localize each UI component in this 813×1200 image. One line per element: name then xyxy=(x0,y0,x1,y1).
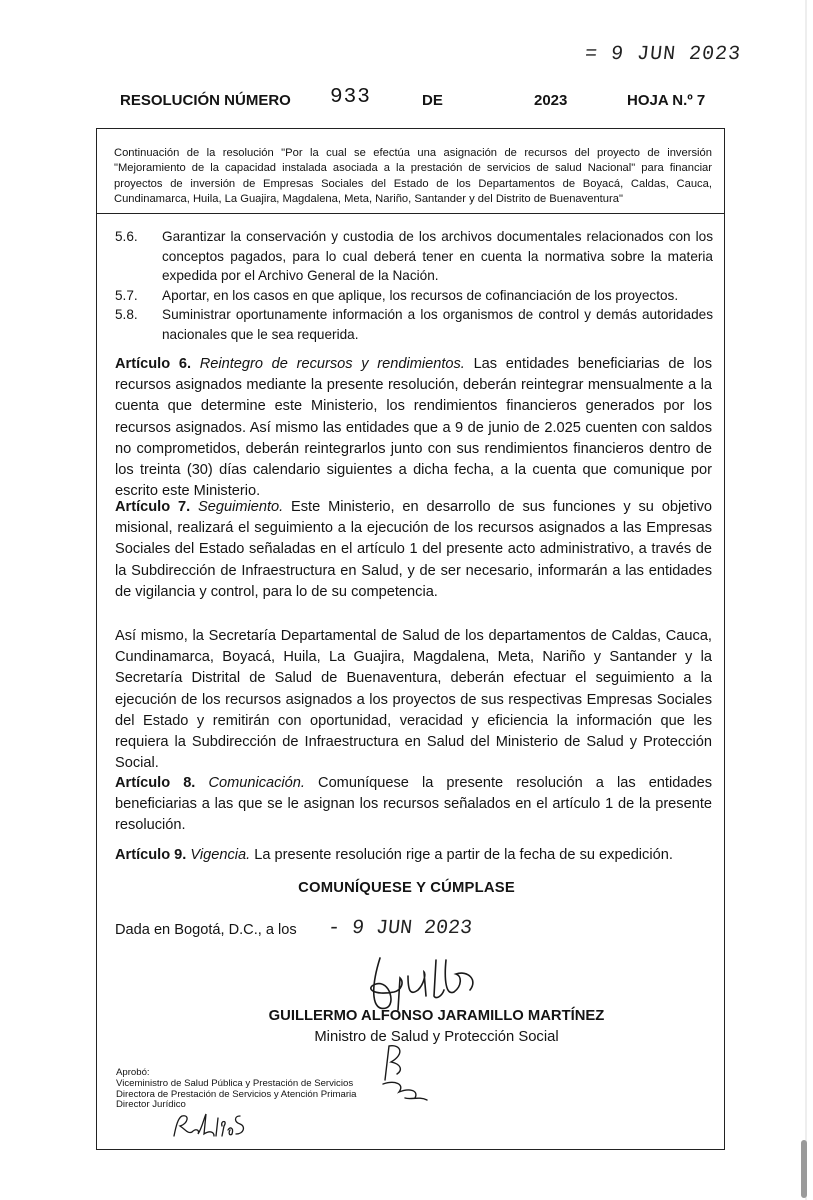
list-item-text: Aportar, en los casos en que aplique, los recursos de cofinanciación de los proyectos. xyxy=(162,287,679,303)
approval-label: Aprobó: xyxy=(116,1067,150,1078)
article-text: Este Ministerio, en desarrollo de sus funciones y su objetivo misional, realizará el seguimiento a la ejecución de los recursos asignados a las Empresas Sociales del Estado señaladas en el artículo 1 del presente acto administrativo, a través de la Subdirección de Infraestructura en Salud, y de ser necesario, informarán a las entidades de vigilancia y control, para lo de su competencia. xyxy=(115,499,713,600)
header-divider xyxy=(96,213,725,214)
article-text: Comuníquese la presente resolución a las entidades beneficiarias a las que se le asignan los recursos señalados en el artículo 1 de la presente resolución. xyxy=(115,775,712,834)
given-date-stamp: - 9 JUN 2023 xyxy=(326,917,474,940)
article-7 xyxy=(115,497,712,603)
article-subtitle: Reintegro de recursos y rendimientos. xyxy=(199,356,465,372)
handwritten-initial-signature xyxy=(170,1108,250,1144)
list-item-key: 5.7. xyxy=(115,287,138,303)
article-title: Artículo 9. xyxy=(115,847,187,863)
approval-initials xyxy=(375,1040,435,1110)
article-title: Artículo 7. xyxy=(115,499,191,515)
list-item xyxy=(115,305,713,344)
article-text: La presente resolución rige a partir de la fecha de su expedición. xyxy=(254,847,673,863)
continuation-text: Continuación de la resolución "Por la cual se efectúa una asignación de recursos del proyecto de inversión "Mejoramiento de la capacidad instalada asociada a la prestación de servicios de salud Nacional" para financiar proyectos de inversión de Empresas Sociales del Estado de los Departamentos de Boyacá, Caldas, Cauca, Cundinamarca, Huila, La Guajira, Magdalena, Meta, Nariño, Santander y del Distrito de Buenaventura" xyxy=(114,147,712,206)
approval-line: Viceministro de Salud Pública y Prestación de Servicios xyxy=(116,1077,354,1089)
approval-line: Director Jurídico xyxy=(116,1099,186,1111)
article-title: Artículo 8. xyxy=(115,775,196,791)
article-subtitle: Comunicación. xyxy=(208,775,305,791)
list-item-key: 5.6. xyxy=(115,229,138,244)
article-7-continuation: Así mismo, la Secretaría Departamental de Salud de los departamentos de Caldas, Cauca, Cundinamarca, Boyacá, Huila, La Guajira, Magdalena, Meta, Nariño y Santander y la Secretaría Distrital de Salud de Buenaventura, deberán efectuar el seguimiento a la ejecución de los recursos asignados a los proyectos de sus respectivas Empresas Sociales del Estado y remitirán con oportunidad, veracidad y eficiencia la información que les requiera la Subdirección de Infraestructura en Salud del Ministerio de Salud y Protección Social. xyxy=(115,628,712,772)
closing-formula: COMUNÍQUESE Y CÚMPLASE xyxy=(298,880,515,896)
list-item-text: Garantizar la conservación y custodia de los archivos documentales relacionados con los conceptos pagados, para lo cual deberá tener en cuenta la normativa sobre la materia expedida por el Archivo General de la Nación. xyxy=(162,229,713,283)
signer-name: GUILLERMO ALFONSO JARAMILLO MARTÍNEZ xyxy=(268,1008,605,1024)
article-8 xyxy=(115,773,712,837)
article-6 xyxy=(115,354,712,502)
numbered-list xyxy=(115,227,713,344)
list-item xyxy=(115,286,713,306)
signer-title: Ministro de Salud y Protección Social xyxy=(314,1029,559,1045)
list-item xyxy=(115,227,713,286)
list-item-key: 5.8. xyxy=(115,307,138,322)
article-subtitle: Seguimiento. xyxy=(198,499,284,515)
article-9 xyxy=(115,845,712,866)
article-title: Artículo 6. xyxy=(115,356,191,372)
article-subtitle: Vigencia. xyxy=(190,847,251,863)
scrollbar-thumb[interactable] xyxy=(801,1140,807,1198)
approval-block xyxy=(116,1068,356,1111)
list-item-text: Suministrar oportunamente información a los organismos de control y demás autoridades nacionales que le sea requerida. xyxy=(162,307,713,342)
de-label: DE xyxy=(422,92,443,109)
sheet-number: HOJA N.º 7 xyxy=(627,92,706,109)
article-text: Las entidades beneficiarias de los recursos asignados mediante la presente resolución, deberán reintegrar mensualmente a la cuenta que determine este Ministerio, los rendimientos financieros generados por los recursos asignados. Así mismo las entidades que a 9 de junio de 2.025 cuenten con saldos no comprometidos, deberán reintegrarlos junto con sus rendimientos financieros dentro de los treinta (30) días calendario siguientes a dicha fecha, a la cuenta que comunique por escrito este Ministerio. xyxy=(115,356,712,500)
resolution-year: 2023 xyxy=(534,92,568,109)
given-in-text: Dada en Bogotá, D.C., a los xyxy=(115,922,297,938)
resolution-number: 933 xyxy=(330,86,371,109)
resolution-label: RESOLUCIÓN NÚMERO xyxy=(120,92,291,109)
approval-line: Directora de Prestación de Servicios y Atención Primaria xyxy=(116,1088,357,1100)
date-stamp: = 9 JUN 2023 xyxy=(583,43,743,66)
